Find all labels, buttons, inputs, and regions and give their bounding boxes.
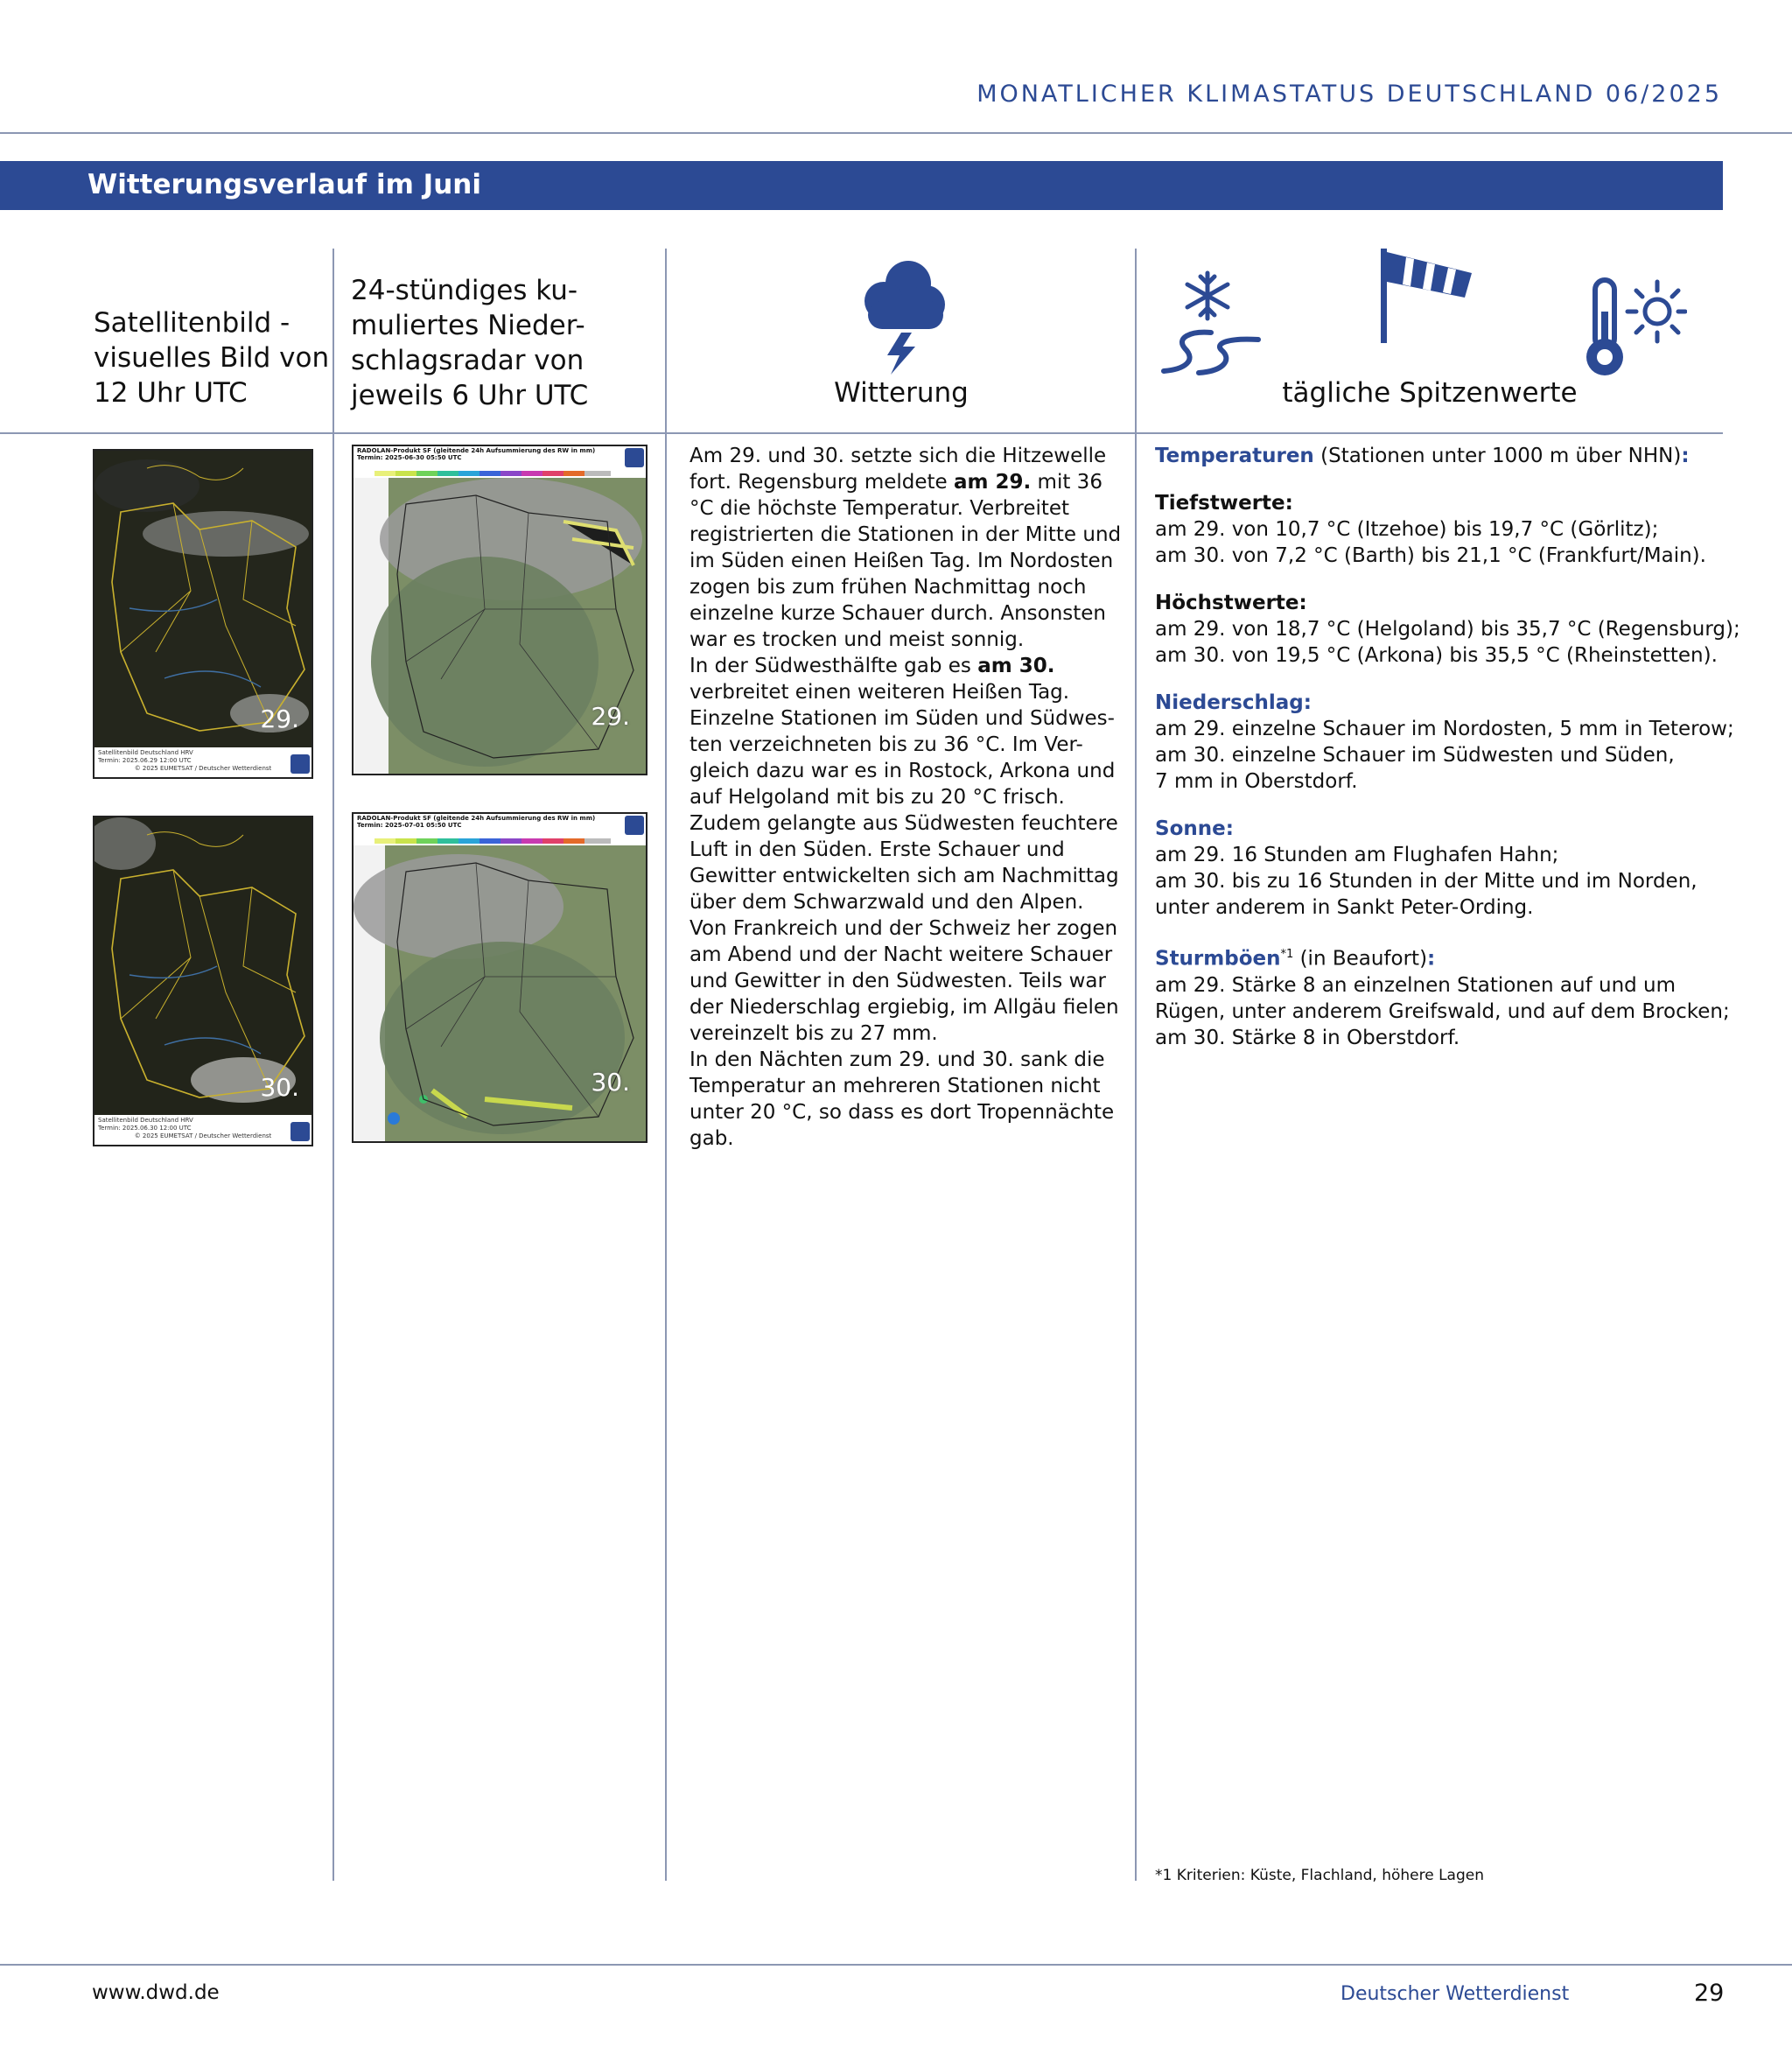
section-title: Witterungsverlauf im Juni xyxy=(88,169,481,200)
precip-line-30: am 30. einzelne Schauer im Südwesten und Süden, xyxy=(1155,744,1675,767)
min-heading: Tiefstwerte: xyxy=(1155,492,1293,515)
text-run-bold: am 29. xyxy=(954,471,1032,494)
max-heading: Höchstwerte: xyxy=(1155,592,1307,614)
max-temperature-block xyxy=(1155,590,1740,669)
document-title: MONATLICHER KLIMASTATUS DEUTSCHLAND 06/2025 xyxy=(976,81,1722,108)
radar-termin: Termin: 2025-06-30 05:50 UTC xyxy=(357,454,462,461)
column-header-divider xyxy=(0,432,1723,434)
header-divider xyxy=(0,132,1792,134)
caption-line: Termin: 2025.06.29 12:00 UTC xyxy=(98,757,192,764)
footnote: *1 Kriterien: Küste, Flachland, höhere Lagen xyxy=(1155,1867,1485,1884)
column-head-satellite: Satellitenbild - visuelles Bild von 12 Uhr UTC xyxy=(94,307,330,409)
temperature-heading xyxy=(1155,443,1724,469)
caption-line: Satellitenbild Deutschland HRV xyxy=(98,1117,193,1124)
gust-line-30: am 30. Stärke 8 in Oberstdorf. xyxy=(1155,1026,1460,1049)
column-divider xyxy=(665,249,667,1881)
day-label: 30. xyxy=(591,1068,630,1097)
precip-heading: Niederschlag: xyxy=(1155,691,1312,714)
weather-narrative xyxy=(690,443,1127,1152)
precip-line-30b: 7 mm in Oberstdorf. xyxy=(1155,770,1358,793)
peak-values xyxy=(1155,443,1740,1072)
satellite-image-30 xyxy=(93,816,313,1146)
radar-image-29 xyxy=(352,445,648,775)
radar-map xyxy=(354,837,646,1143)
min-line-29: am 29. von 10,7 °C (Itzehoe) bis 19,7 °C (Görlitz); xyxy=(1155,518,1659,541)
min-temperature-block xyxy=(1155,490,1724,569)
gust-line-29: am 29. Stärke 8 an einzelnen Stationen auf und um xyxy=(1155,973,1676,997)
snow-slippery-road-icon xyxy=(1158,268,1264,376)
footer-url[interactable]: www.dwd.de xyxy=(92,1981,220,2004)
radar-image-30 xyxy=(352,812,648,1143)
dwd-logo-icon xyxy=(625,816,644,835)
weather-paragraph xyxy=(690,653,1127,1047)
radar-title: RADOLAN-Produkt SF (gleitende 24h Aufsummierung des RW in mm) xyxy=(357,447,596,454)
thunderstorm-cloud-icon xyxy=(858,256,948,375)
max-line-29: am 29. von 18,7 °C (Helgoland) bis 35,7 °C (Regensburg); xyxy=(1155,618,1740,641)
column-divider xyxy=(1135,249,1137,1881)
heading-note: (in Beaufort) xyxy=(1293,947,1428,971)
day-label: 30. xyxy=(260,1073,299,1102)
precipitation-block xyxy=(1155,690,1734,795)
day-label: 29. xyxy=(260,705,299,733)
text-run: mit 36 °C die höchste Temperatur. Verbreitet registrierten die Stationen in der Mitte und im Süden einen Heißen Tag. Im Nordosten zogen bis zum frühen Nachmittag noch einzelne kurze Schauer durch. Ansonsten war es trocken und meist sonnig. xyxy=(690,471,1122,651)
dwd-logo-icon xyxy=(290,754,310,774)
image-caption xyxy=(94,747,312,777)
thermometer-sun-icon xyxy=(1580,277,1687,378)
sun-line-30: am 30. bis zu 16 Stunden in der Mitte und im Norden, xyxy=(1155,870,1698,893)
dwd-logo-icon xyxy=(625,448,644,467)
gust-block xyxy=(1155,942,1730,1051)
text-run: Am 29. und 30. setzte sich die Hitzewelle fort. Regensburg meldete xyxy=(690,445,1107,494)
radar-termin: Termin: 2025-07-01 05:50 UTC xyxy=(357,822,462,829)
image-caption xyxy=(94,1115,312,1145)
caption-line: Termin: 2025.06.30 12:00 UTC xyxy=(98,1125,192,1132)
weather-paragraph: In den Nächten zum 29. und 30. sank die Temperatur an mehreren Stationen nicht unter 20 °C, so dass es dort Tropennächte gab. xyxy=(690,1048,1115,1150)
caption-line: © 2025 EUMETSAT / Deutscher Wetterdienst xyxy=(134,765,272,772)
caption-line: © 2025 EUMETSAT / Deutscher Wetterdienst xyxy=(134,1132,272,1139)
windsock-icon xyxy=(1377,247,1475,345)
day-label: 29. xyxy=(591,702,630,731)
sun-line-30b: unter anderem in Sankt Peter-Ording. xyxy=(1155,896,1534,919)
heading-text: Temperaturen xyxy=(1155,445,1314,467)
satellite-image-29 xyxy=(93,449,313,779)
dwd-logo-icon xyxy=(290,1122,310,1141)
radar-header xyxy=(354,814,646,837)
temperature-block xyxy=(1155,443,1724,469)
radar-title: RADOLAN-Produkt SF (gleitende 24h Aufsummierung des RW in mm) xyxy=(357,815,596,822)
column-head-radar: 24-stündiges ku-muliertes Nieder-schlagsradar von jeweils 6 Uhr UTC xyxy=(351,275,589,411)
footer-publisher: Deutscher Wetterdienst xyxy=(1340,1983,1570,2005)
heading-colon: : xyxy=(1427,947,1436,971)
heading-text: Sturmböen xyxy=(1155,947,1281,971)
radar-header xyxy=(354,446,646,469)
page-number: 29 xyxy=(1694,1980,1725,2007)
heading-note: (Stationen unter 1000 m über NHN) xyxy=(1313,445,1682,467)
column-divider xyxy=(332,249,334,1881)
sunshine-block xyxy=(1155,816,1724,921)
gust-line-29b: Rügen, unter anderem Greifswald, und auf dem Brocken; xyxy=(1155,999,1730,1023)
column-head-peaks: tägliche Spitzenwerte xyxy=(1282,377,1578,409)
text-run-bold: am 30. xyxy=(977,655,1055,677)
sun-line-29: am 29. 16 Stunden am Flughafen Hahn; xyxy=(1155,844,1559,866)
footnote-marker: *1 xyxy=(1280,948,1294,961)
precip-line-29: am 29. einzelne Schauer im Nordosten, 5 mm in Teterow; xyxy=(1155,718,1734,740)
min-line-30: am 30. von 7,2 °C (Barth) bis 21,1 °C (Frankfurt/Main). xyxy=(1155,544,1706,567)
max-line-30: am 30. von 19,5 °C (Arkona) bis 35,5 °C (Rheinstetten). xyxy=(1155,644,1718,667)
sun-heading: Sonne: xyxy=(1155,817,1234,840)
weather-paragraph xyxy=(690,443,1127,653)
text-run: In der Südwesthälfte gab es xyxy=(690,655,978,677)
column-head-weather: Witterung xyxy=(834,377,969,409)
footer-divider xyxy=(0,1964,1792,1966)
heading-colon: : xyxy=(1681,445,1690,467)
text-run: verbreitet einen weiteren Heißen Tag. Einzelne Stationen im Süden und Südwes-ten verzeichneten bis zu 36 °C. Im Ver-gleich dazu war es in Rostock, Arkona und auf Helgoland mit bis zu 20 °C frisch. Zudem gelangte aus Südwesten feuchtere Luft in den Süden. Erste Schauer und Gewitter entwickelten sich am Nachmittag über dem Schwarzwald und den Alpen. Von Frankreich und der Schweiz her zogen am Abend und der Nacht weitere Schauer und Gewitter in den Südwesten. Teils war der Niederschlag ergiebig, im Allgäu fielen vereinzelt bis zu 27 mm. xyxy=(690,681,1119,1045)
gust-heading xyxy=(1155,942,1724,972)
caption-line: Satellitenbild Deutschland HRV xyxy=(98,749,193,756)
